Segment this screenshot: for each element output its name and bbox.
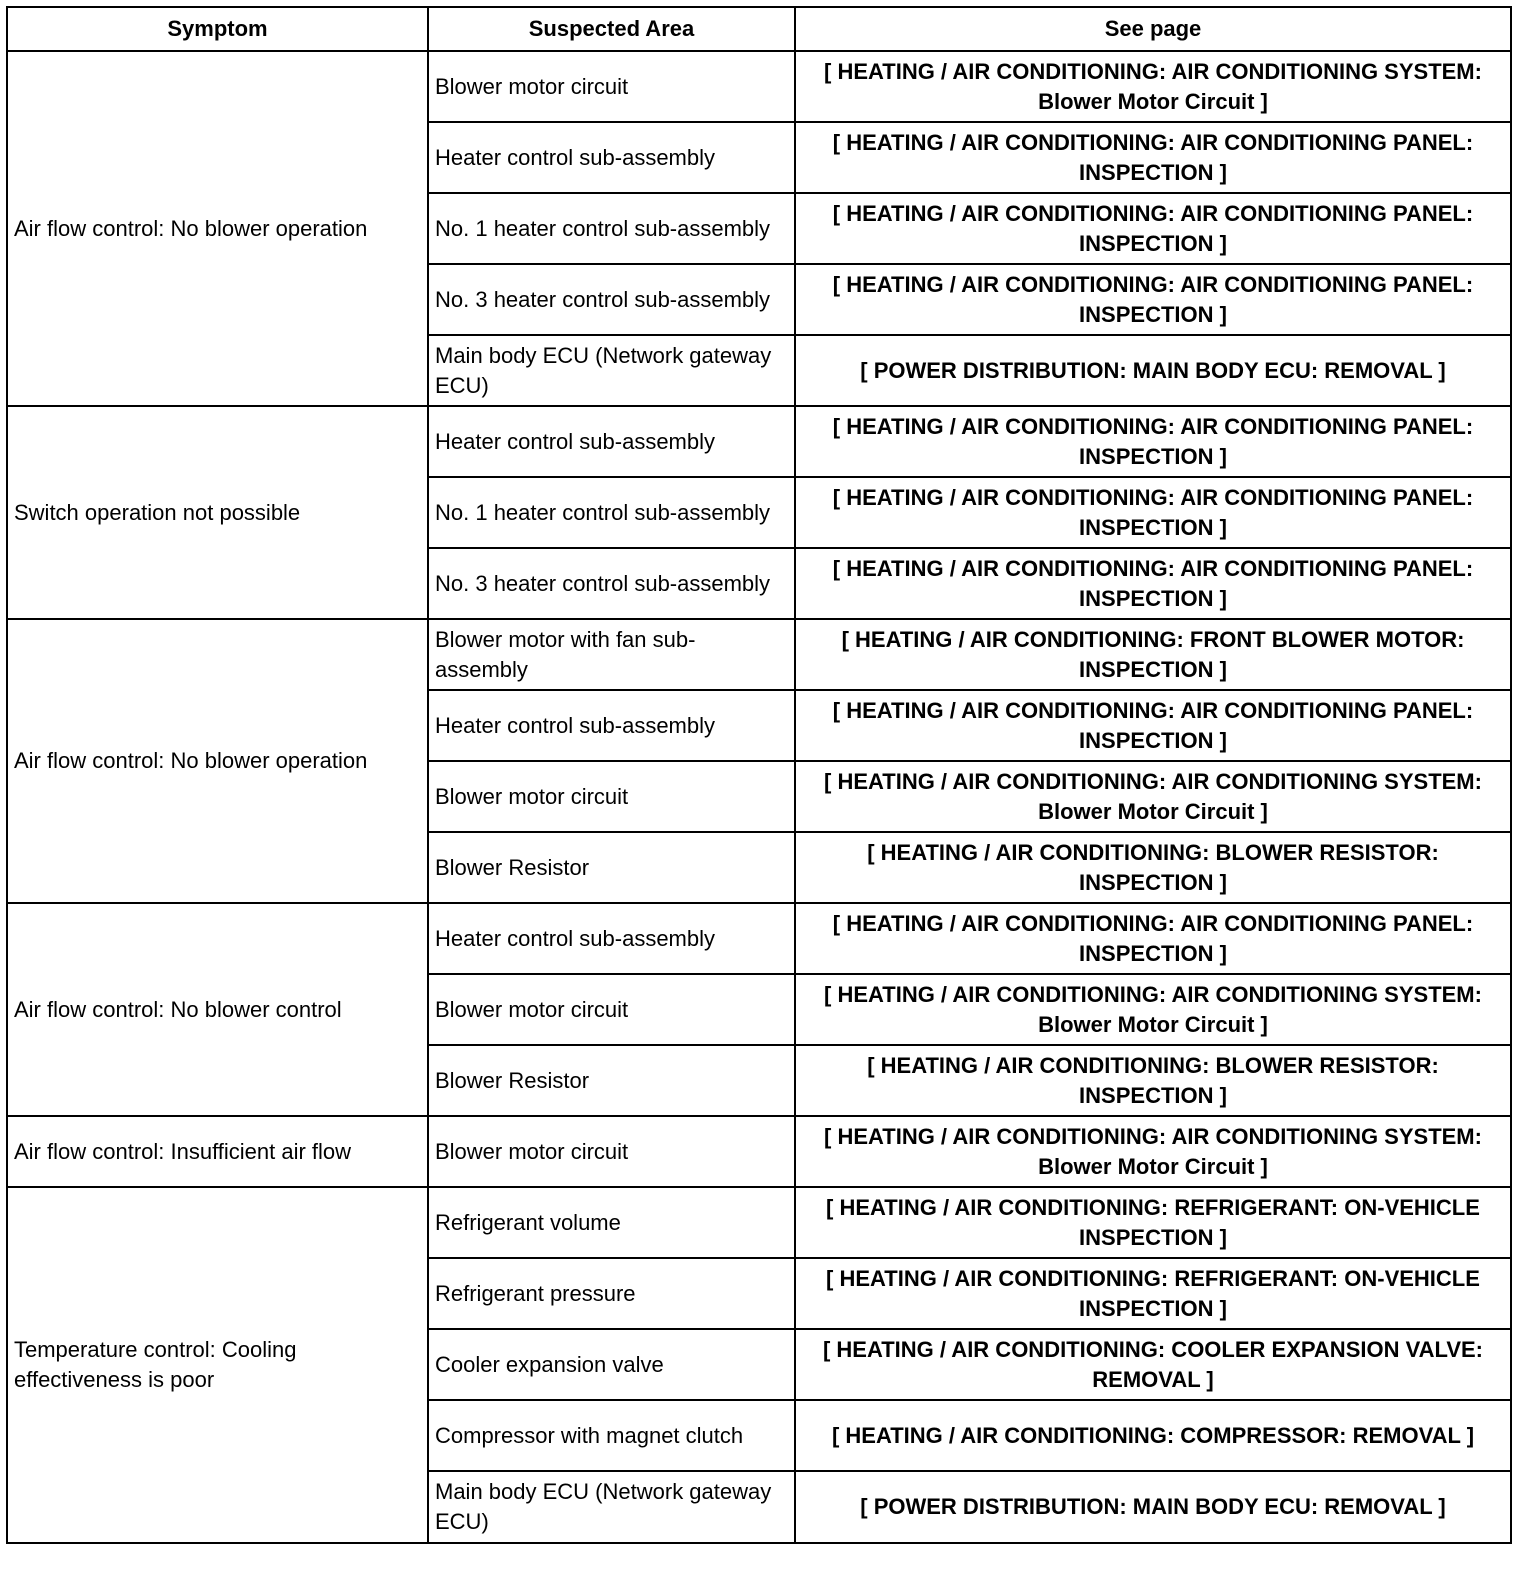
see-page-cell: [ HEATING / AIR CONDITIONING: AIR CONDITIONING PANEL: INSPECTION ] bbox=[795, 548, 1511, 619]
header-symptom: Symptom bbox=[7, 7, 428, 51]
see-page-cell: [ HEATING / AIR CONDITIONING: BLOWER RESISTOR: INSPECTION ] bbox=[795, 1045, 1511, 1116]
table-row bbox=[7, 51, 1511, 122]
suspected-area-cell: No. 3 heater control sub-assembly bbox=[428, 264, 795, 335]
suspected-area-cell: No. 1 heater control sub-assembly bbox=[428, 477, 795, 548]
see-page-cell: [ HEATING / AIR CONDITIONING: AIR CONDITIONING SYSTEM: Blower Motor Circuit ] bbox=[795, 1116, 1511, 1187]
header-see-page: See page bbox=[795, 7, 1511, 51]
suspected-area-cell: Cooler expansion valve bbox=[428, 1329, 795, 1400]
suspected-area-cell: Blower motor circuit bbox=[428, 1116, 795, 1187]
table-row bbox=[7, 406, 1511, 477]
see-page-cell: [ HEATING / AIR CONDITIONING: AIR CONDITIONING PANEL: INSPECTION ] bbox=[795, 903, 1511, 974]
see-page-cell: [ HEATING / AIR CONDITIONING: AIR CONDITIONING SYSTEM: Blower Motor Circuit ] bbox=[795, 51, 1511, 122]
suspected-area-cell: Heater control sub-assembly bbox=[428, 903, 795, 974]
table-row bbox=[7, 903, 1511, 974]
table-header bbox=[7, 7, 1511, 51]
see-page-cell: [ HEATING / AIR CONDITIONING: AIR CONDITIONING PANEL: INSPECTION ] bbox=[795, 477, 1511, 548]
suspected-area-cell: Blower motor with fan sub-assembly bbox=[428, 619, 795, 690]
see-page-cell: [ HEATING / AIR CONDITIONING: AIR CONDITIONING PANEL: INSPECTION ] bbox=[795, 264, 1511, 335]
see-page-cell: [ HEATING / AIR CONDITIONING: FRONT BLOWER MOTOR: INSPECTION ] bbox=[795, 619, 1511, 690]
symptom-cell: Air flow control: No blower operation bbox=[7, 51, 428, 406]
see-page-cell: [ HEATING / AIR CONDITIONING: COOLER EXPANSION VALVE: REMOVAL ] bbox=[795, 1329, 1511, 1400]
suspected-area-cell: Blower Resistor bbox=[428, 1045, 795, 1116]
suspected-area-cell: Blower Resistor bbox=[428, 832, 795, 903]
symptom-cell: Air flow control: No blower operation bbox=[7, 619, 428, 903]
see-page-cell: [ HEATING / AIR CONDITIONING: AIR CONDITIONING SYSTEM: Blower Motor Circuit ] bbox=[795, 974, 1511, 1045]
see-page-cell: [ POWER DISTRIBUTION: MAIN BODY ECU: REMOVAL ] bbox=[795, 335, 1511, 406]
see-page-cell: [ HEATING / AIR CONDITIONING: AIR CONDITIONING PANEL: INSPECTION ] bbox=[795, 406, 1511, 477]
suspected-area-cell: Refrigerant volume bbox=[428, 1187, 795, 1258]
see-page-cell: [ HEATING / AIR CONDITIONING: AIR CONDITIONING PANEL: INSPECTION ] bbox=[795, 690, 1511, 761]
suspected-area-cell: Heater control sub-assembly bbox=[428, 122, 795, 193]
suspected-area-cell: Main body ECU (Network gateway ECU) bbox=[428, 1471, 795, 1543]
symptom-cell: Air flow control: Insufficient air flow bbox=[7, 1116, 428, 1187]
see-page-cell: [ HEATING / AIR CONDITIONING: AIR CONDITIONING PANEL: INSPECTION ] bbox=[795, 122, 1511, 193]
table-body bbox=[7, 51, 1511, 1543]
suspected-area-cell: Refrigerant pressure bbox=[428, 1258, 795, 1329]
suspected-area-cell: Heater control sub-assembly bbox=[428, 690, 795, 761]
suspected-area-cell: Main body ECU (Network gateway ECU) bbox=[428, 335, 795, 406]
suspected-area-cell: Compressor with magnet clutch bbox=[428, 1400, 795, 1471]
table-row bbox=[7, 619, 1511, 690]
symptom-cell: Air flow control: No blower control bbox=[7, 903, 428, 1116]
suspected-area-cell: Blower motor circuit bbox=[428, 974, 795, 1045]
suspected-area-cell: No. 3 heater control sub-assembly bbox=[428, 548, 795, 619]
see-page-cell: [ HEATING / AIR CONDITIONING: BLOWER RESISTOR: INSPECTION ] bbox=[795, 832, 1511, 903]
suspected-area-cell: Blower motor circuit bbox=[428, 51, 795, 122]
suspected-area-cell: Heater control sub-assembly bbox=[428, 406, 795, 477]
see-page-cell: [ HEATING / AIR CONDITIONING: COMPRESSOR: REMOVAL ] bbox=[795, 1400, 1511, 1471]
header-suspected-area: Suspected Area bbox=[428, 7, 795, 51]
symptom-cell: Switch operation not possible bbox=[7, 406, 428, 619]
symptom-cell: Temperature control: Cooling effectiveness is poor bbox=[7, 1187, 428, 1543]
see-page-cell: [ HEATING / AIR CONDITIONING: AIR CONDITIONING SYSTEM: Blower Motor Circuit ] bbox=[795, 761, 1511, 832]
suspected-area-cell: Blower motor circuit bbox=[428, 761, 795, 832]
table-row bbox=[7, 1116, 1511, 1187]
table-row bbox=[7, 1187, 1511, 1258]
suspected-area-cell: No. 1 heater control sub-assembly bbox=[428, 193, 795, 264]
header-row bbox=[7, 7, 1511, 51]
see-page-cell: [ HEATING / AIR CONDITIONING: REFRIGERANT: ON-VEHICLE INSPECTION ] bbox=[795, 1258, 1511, 1329]
see-page-cell: [ HEATING / AIR CONDITIONING: AIR CONDITIONING PANEL: INSPECTION ] bbox=[795, 193, 1511, 264]
see-page-cell: [ POWER DISTRIBUTION: MAIN BODY ECU: REMOVAL ] bbox=[795, 1471, 1511, 1543]
see-page-cell: [ HEATING / AIR CONDITIONING: REFRIGERANT: ON-VEHICLE INSPECTION ] bbox=[795, 1187, 1511, 1258]
troubleshooting-table bbox=[6, 6, 1512, 1544]
